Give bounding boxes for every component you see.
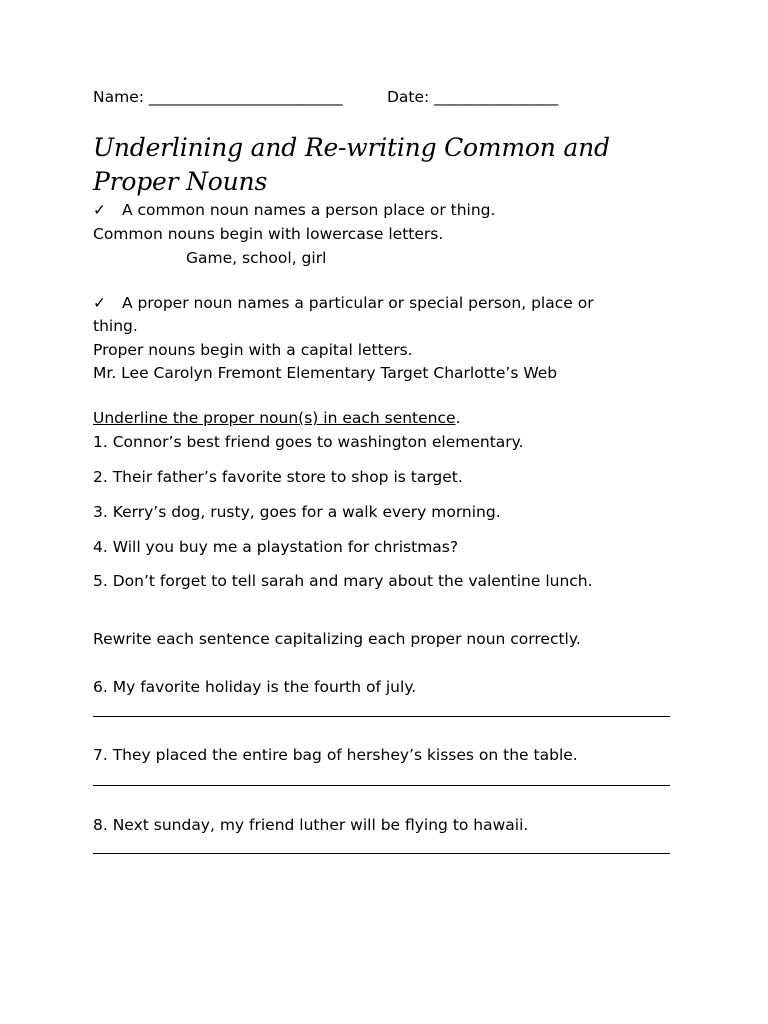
sentence-8: 8. Next sunday, my friend luther will be flying to hawaii.: [93, 816, 529, 834]
common-noun-def-text: A common noun names a person place or thing.: [121, 201, 496, 219]
page-title-line2: Proper Nouns: [93, 167, 268, 196]
part2-instruction: Rewrite each sentence capitalizing each proper noun correctly.: [93, 630, 581, 648]
sentence-1[interactable]: 1. Connor’s best friend goes to washington elementary.: [93, 433, 524, 451]
answer-line-6[interactable]: [93, 716, 670, 717]
common-noun-examples: Game, school, girl: [186, 249, 327, 267]
part1-instruction-text: Underline the proper noun(s) in each sentence: [93, 409, 456, 427]
sentence-5[interactable]: 5. Don’t forget to tell sarah and mary about the valentine lunch.: [93, 572, 593, 590]
proper-noun-def-continued: thing.: [93, 317, 138, 335]
answer-line-7[interactable]: [93, 785, 670, 786]
proper-noun-examples: Mr. Lee Carolyn Fremont Elementary Target Charlotte’s Web: [93, 364, 558, 382]
date-field[interactable]: Date: ________________: [387, 88, 559, 106]
part1-instruction-period: .: [455, 409, 461, 427]
answer-line-8[interactable]: [93, 853, 670, 854]
common-noun-rule: Common nouns begin with lowercase letters.: [93, 225, 444, 243]
proper-noun-def-text: A proper noun names a particular or special person, place or: [121, 294, 594, 312]
sentence-3[interactable]: 3. Kerry’s dog, rusty, goes for a walk every morning.: [93, 503, 501, 521]
sentence-2[interactable]: 2. Their father’s favorite store to shop is target.: [93, 468, 463, 486]
proper-noun-rule: Proper nouns begin with a capital letters.: [93, 341, 413, 359]
page-title-line1: Underlining and Re-writing Common and: [93, 133, 610, 162]
name-field[interactable]: Name: _________________________: [93, 88, 343, 106]
checkmark-icon: ✓: [93, 294, 106, 312]
sentence-7: 7. They placed the entire bag of hershey’s kisses on the table.: [93, 746, 578, 764]
proper-noun-definition: [93, 294, 594, 312]
part1-instruction: [93, 409, 461, 427]
checkmark-icon: ✓: [93, 201, 106, 219]
sentence-6: 6. My favorite holiday is the fourth of july.: [93, 678, 417, 696]
common-noun-definition: [93, 201, 495, 219]
sentence-4[interactable]: 4. Will you buy me a playstation for christmas?: [93, 538, 459, 556]
